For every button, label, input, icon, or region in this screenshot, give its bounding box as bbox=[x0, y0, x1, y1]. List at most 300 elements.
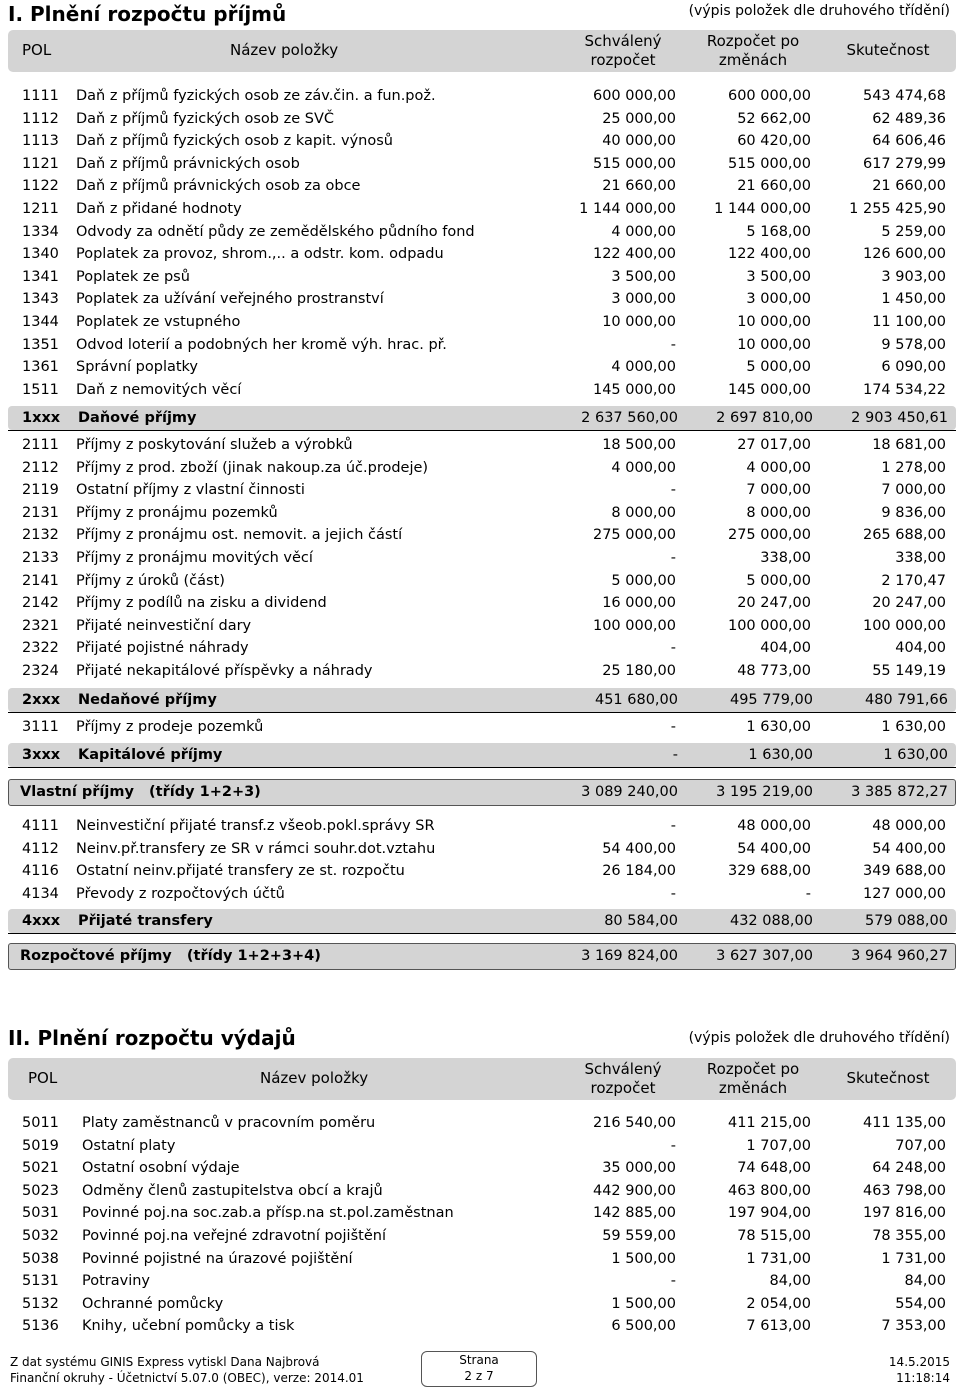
actual-value: 543 474,68 bbox=[862, 88, 946, 104]
table-row bbox=[0, 1135, 960, 1157]
own-income-total-label: Vlastní příjmy (třídy 1+2+3) bbox=[20, 784, 261, 800]
item-name: Povinné pojistné na úrazové pojištění bbox=[82, 1250, 353, 1267]
approved-value: 10 000,00 bbox=[602, 314, 676, 330]
actual-value: 7 353,00 bbox=[881, 1318, 946, 1335]
revised-value: 600 000,00 bbox=[727, 88, 811, 104]
table-row bbox=[0, 153, 960, 175]
item-name: Příjmy z prodeje pozemků bbox=[76, 719, 264, 735]
actual-value: 9 578,00 bbox=[881, 336, 946, 353]
table-row bbox=[0, 547, 960, 569]
pol-code: 2112 bbox=[22, 459, 59, 476]
table-row bbox=[0, 1315, 960, 1337]
item-name: Odměny členů zastupitelstva obcí a krajů bbox=[82, 1182, 383, 1199]
revised-value: 20 247,00 bbox=[737, 595, 811, 612]
revised-value: 27 017,00 bbox=[737, 437, 811, 453]
own-income-total bbox=[8, 780, 956, 804]
header-revised: Rozpočet po změnách bbox=[706, 32, 800, 69]
sum-row-capital-income-v3: 1 630,00 bbox=[883, 747, 948, 763]
item-name: Převody z rozpočtových účtů bbox=[76, 885, 285, 902]
revised-value: 338,00 bbox=[760, 550, 811, 566]
actual-value: 64 606,46 bbox=[872, 133, 946, 150]
revised-value: 329 688,00 bbox=[727, 863, 811, 880]
item-name: Platy zaměstnanců v pracovním poměru bbox=[82, 1115, 376, 1131]
revised-value: 60 420,00 bbox=[737, 133, 811, 150]
sum-row-capital-income-v1: - bbox=[672, 747, 678, 763]
actual-value: 1 255 425,90 bbox=[849, 201, 946, 217]
actual-value: 707,00 bbox=[895, 1137, 946, 1154]
budget-income-total-v3: 3 964 960,27 bbox=[851, 948, 948, 964]
pol-code: 1121 bbox=[22, 155, 59, 172]
table-row bbox=[0, 615, 960, 637]
pol-code: 1340 bbox=[22, 246, 59, 263]
revised-value: 275 000,00 bbox=[727, 527, 811, 544]
pol-code: 5132 bbox=[22, 1295, 59, 1312]
actual-value: 174 534,22 bbox=[862, 381, 946, 398]
approved-value: - bbox=[670, 336, 676, 353]
actual-value: 265 688,00 bbox=[862, 527, 946, 544]
actual-value: 7 000,00 bbox=[881, 482, 946, 499]
approved-value: 145 000,00 bbox=[592, 381, 676, 398]
table-row bbox=[0, 198, 960, 220]
approved-value: 442 900,00 bbox=[592, 1182, 676, 1199]
table-row bbox=[0, 570, 960, 592]
item-name: Ostatní platy bbox=[82, 1137, 176, 1154]
classification-note-2: (výpis položek dle druhového třídění) bbox=[688, 1030, 950, 1046]
item-name: Daň z příjmů fyzických osob ze záv.čin. a fun.pož. bbox=[76, 88, 436, 104]
item-name: Daň z přidané hodnoty bbox=[76, 201, 242, 217]
approved-value: 8 000,00 bbox=[611, 504, 676, 521]
actual-value: 617 279,99 bbox=[862, 155, 946, 172]
actual-value: 338,00 bbox=[895, 550, 946, 566]
actual-value: 18 681,00 bbox=[872, 437, 946, 453]
actual-value: 349 688,00 bbox=[862, 863, 946, 880]
table-row bbox=[0, 434, 960, 456]
actual-value: 20 247,00 bbox=[872, 595, 946, 612]
item-name: Příjmy z prod. zboží (jinak nakoup.za úč.prodeje) bbox=[76, 459, 429, 476]
own-income-total-v2: 3 195 219,00 bbox=[716, 784, 813, 800]
pol-code: 5136 bbox=[22, 1318, 59, 1335]
actual-value: 463 798,00 bbox=[862, 1182, 946, 1199]
table-row bbox=[0, 502, 960, 524]
approved-value: - bbox=[670, 719, 676, 735]
pol-code: 4134 bbox=[22, 885, 59, 902]
sum-row-tax-income bbox=[8, 406, 956, 430]
revised-value: 1 707,00 bbox=[746, 1137, 811, 1154]
actual-value: 3 903,00 bbox=[881, 268, 946, 285]
footer-time: 11:18:14 bbox=[896, 1371, 950, 1385]
item-name: Poplatek za provoz, shrom.,.. a odstr. kom. odpadu bbox=[76, 246, 444, 263]
budget-income-total-v1: 3 169 824,00 bbox=[581, 948, 678, 964]
pol-code: 1334 bbox=[22, 223, 59, 240]
item-name: Neinv.př.transfery ze SR v rámci souhr.dot.vztahu bbox=[76, 840, 436, 857]
item-name: Poplatek ze psů bbox=[76, 268, 190, 285]
page-number-box bbox=[421, 1351, 537, 1387]
revised-value: 48 000,00 bbox=[737, 818, 811, 834]
pol-code: 1211 bbox=[22, 201, 59, 217]
approved-value: 54 400,00 bbox=[602, 840, 676, 857]
pol-code: 5021 bbox=[22, 1160, 59, 1177]
revised-value: 122 400,00 bbox=[727, 246, 811, 263]
pol-code: 1351 bbox=[22, 336, 59, 353]
table-row bbox=[0, 883, 960, 905]
pol-code: 5031 bbox=[22, 1205, 59, 1222]
revised-value: 7 000,00 bbox=[746, 482, 811, 499]
revised-value: 7 613,00 bbox=[746, 1318, 811, 1335]
approved-value: 216 540,00 bbox=[592, 1115, 676, 1131]
item-name: Daň z příjmů fyzických osob ze SVČ bbox=[76, 110, 334, 127]
budget-income-total-v2: 3 627 307,00 bbox=[716, 948, 813, 964]
sum-row-transfers-underline bbox=[8, 933, 956, 934]
table-row bbox=[0, 660, 960, 682]
footer-date: 14.5.2015 bbox=[888, 1355, 950, 1369]
sum-row-transfers-pol: 4xxx bbox=[22, 913, 61, 929]
item-name: Ostatní osobní výdaje bbox=[82, 1160, 240, 1177]
table-header-2 bbox=[8, 1058, 956, 1100]
actual-value: 1 630,00 bbox=[881, 719, 946, 735]
page-label: Strana bbox=[459, 1353, 499, 1367]
approved-value: 3 000,00 bbox=[611, 291, 676, 308]
revised-value: 411 215,00 bbox=[727, 1115, 811, 1131]
table-row bbox=[0, 130, 960, 152]
revised-value: 145 000,00 bbox=[727, 381, 811, 398]
sum-row-capital-income-pol: 3xxx bbox=[22, 747, 61, 763]
table-row bbox=[0, 592, 960, 614]
header-actual: Skutečnost bbox=[846, 41, 930, 59]
revised-value: 3 000,00 bbox=[746, 291, 811, 308]
pol-code: 5023 bbox=[22, 1182, 59, 1199]
revised-value: 4 000,00 bbox=[746, 459, 811, 476]
revised-value: 54 400,00 bbox=[737, 840, 811, 857]
approved-value: 5 000,00 bbox=[611, 572, 676, 589]
pol-code: 1511 bbox=[22, 381, 59, 398]
revised-value: 5 000,00 bbox=[746, 359, 811, 376]
item-name: Poplatek ze vstupného bbox=[76, 314, 241, 330]
table-header bbox=[8, 30, 956, 72]
actual-value: 6 090,00 bbox=[881, 359, 946, 376]
revised-value: 100 000,00 bbox=[727, 617, 811, 634]
sum-row-capital-income-underline bbox=[8, 767, 956, 768]
actual-value: 78 355,00 bbox=[872, 1228, 946, 1244]
table-row bbox=[0, 221, 960, 243]
footer-system-version: Finanční okruhy - Účetnictví 5.07.0 (OBEC), verze: 2014.01 bbox=[10, 1371, 364, 1385]
item-name: Povinné poj.na soc.zab.a přísp.na st.pol.zaměstnan bbox=[82, 1205, 454, 1222]
revised-value: 48 773,00 bbox=[737, 663, 811, 679]
sum-row-tax-income-v2: 2 697 810,00 bbox=[716, 410, 813, 426]
item-name: Příjmy z poskytování služeb a výrobků bbox=[76, 437, 353, 453]
revised-value: 21 660,00 bbox=[737, 178, 811, 195]
actual-value: 100 000,00 bbox=[862, 617, 946, 634]
item-name: Přijaté neinvestiční dary bbox=[76, 617, 252, 634]
approved-value: 275 000,00 bbox=[592, 527, 676, 544]
item-name: Daň z příjmů právnických osob za obce bbox=[76, 178, 361, 195]
sum-row-capital-income-name: Kapitálové příjmy bbox=[78, 747, 223, 763]
actual-value: 127 000,00 bbox=[862, 885, 946, 902]
table-row bbox=[0, 108, 960, 130]
pol-code: 5038 bbox=[22, 1250, 59, 1267]
budget-income-total bbox=[8, 944, 956, 968]
actual-value: 1 278,00 bbox=[881, 459, 946, 476]
revised-value: 74 648,00 bbox=[737, 1160, 811, 1177]
approved-value: 6 500,00 bbox=[611, 1318, 676, 1335]
actual-value: 2 170,47 bbox=[881, 572, 946, 589]
approved-value: 59 559,00 bbox=[602, 1228, 676, 1244]
pol-code: 2111 bbox=[22, 437, 59, 453]
actual-value: 64 248,00 bbox=[872, 1160, 946, 1177]
table-row bbox=[0, 1180, 960, 1202]
actual-value: 404,00 bbox=[895, 640, 946, 657]
pol-code: 2322 bbox=[22, 640, 59, 657]
revised-value: 10 000,00 bbox=[737, 314, 811, 330]
footer-printed-by: Z dat systému GINIS Express vytiskl Dana Najbrová bbox=[10, 1355, 320, 1369]
table-row bbox=[0, 1225, 960, 1247]
pol-code: 2324 bbox=[22, 663, 59, 679]
table-row bbox=[0, 1202, 960, 1224]
approved-value: 35 000,00 bbox=[602, 1160, 676, 1177]
approved-value: 4 000,00 bbox=[611, 459, 676, 476]
item-name: Knihy, učební pomůcky a tisk bbox=[82, 1318, 295, 1335]
revised-value: 52 662,00 bbox=[737, 110, 811, 127]
actual-value: 5 259,00 bbox=[881, 223, 946, 240]
item-name: Ostatní příjmy z vlastní činnosti bbox=[76, 482, 305, 499]
actual-value: 84,00 bbox=[904, 1273, 946, 1290]
item-name: Odvod loterií a podobných her kromě výh. hrac. př. bbox=[76, 336, 447, 353]
item-name: Příjmy z pronájmu pozemků bbox=[76, 504, 278, 521]
actual-value: 197 816,00 bbox=[862, 1205, 946, 1222]
pol-code: 1113 bbox=[22, 133, 59, 150]
revised-value: 10 000,00 bbox=[737, 336, 811, 353]
table-row bbox=[0, 379, 960, 401]
pol-code: 5032 bbox=[22, 1228, 59, 1244]
sum-row-nontax-income-v1: 451 680,00 bbox=[594, 692, 678, 708]
own-income-total-v1: 3 089 240,00 bbox=[581, 784, 678, 800]
item-name: Potraviny bbox=[82, 1273, 151, 1290]
sum-row-nontax-income-name: Nedaňové příjmy bbox=[78, 692, 217, 708]
actual-value: 48 000,00 bbox=[872, 818, 946, 834]
actual-value: 1 450,00 bbox=[881, 291, 946, 308]
classification-note: (výpis položek dle druhového třídění) bbox=[688, 3, 950, 19]
item-name: Ostatní neinv.přijaté transfery ze st. rozpočtu bbox=[76, 863, 405, 880]
approved-value: - bbox=[670, 885, 676, 902]
actual-value: 9 836,00 bbox=[881, 504, 946, 521]
approved-value: 100 000,00 bbox=[592, 617, 676, 634]
approved-value: 515 000,00 bbox=[592, 155, 676, 172]
actual-value: 62 489,36 bbox=[872, 110, 946, 127]
sum-row-tax-income-v3: 2 903 450,61 bbox=[851, 410, 948, 426]
pol-code: 1341 bbox=[22, 268, 59, 285]
header-name: Název položky bbox=[260, 1069, 369, 1087]
pol-code: 5131 bbox=[22, 1273, 59, 1290]
item-name: Odvody za odnětí půdy ze zemědělského půdního fond bbox=[76, 223, 475, 240]
item-name: Poplatek za užívání veřejného prostranství bbox=[76, 291, 384, 308]
header-pol: POL bbox=[22, 41, 52, 59]
sum-row-nontax-income-v3: 480 791,66 bbox=[864, 692, 948, 708]
table-row bbox=[0, 838, 960, 860]
sum-row-transfers-v3: 579 088,00 bbox=[864, 913, 948, 929]
pol-code: 1112 bbox=[22, 110, 59, 127]
sum-row-transfers bbox=[8, 909, 956, 933]
table-row bbox=[0, 860, 960, 882]
actual-value: 411 135,00 bbox=[862, 1115, 946, 1131]
item-name: Přijaté pojistné náhrady bbox=[76, 640, 249, 657]
actual-value: 1 731,00 bbox=[881, 1250, 946, 1267]
approved-value: 26 184,00 bbox=[602, 863, 676, 880]
actual-value: 554,00 bbox=[895, 1295, 946, 1312]
item-name: Daň z příjmů fyzických osob z kapit. výnosů bbox=[76, 133, 393, 150]
approved-value: 1 500,00 bbox=[611, 1295, 676, 1312]
pol-code: 1122 bbox=[22, 178, 59, 195]
table-row bbox=[0, 815, 960, 837]
approved-value: - bbox=[670, 1137, 676, 1154]
pol-code: 4116 bbox=[22, 863, 59, 880]
table-row bbox=[0, 175, 960, 197]
table-row bbox=[0, 457, 960, 479]
revised-value: 2 054,00 bbox=[746, 1295, 811, 1312]
approved-value: 1 144 000,00 bbox=[579, 201, 676, 217]
pol-code: 4112 bbox=[22, 840, 59, 857]
approved-value: 142 885,00 bbox=[592, 1205, 676, 1222]
pol-code: 2133 bbox=[22, 550, 59, 566]
table-row bbox=[0, 1270, 960, 1292]
item-name: Příjmy z pronájmu movitých věcí bbox=[76, 550, 313, 566]
approved-value: - bbox=[670, 640, 676, 657]
table-row bbox=[0, 1112, 960, 1134]
pol-code: 1343 bbox=[22, 291, 59, 308]
revised-value: 463 800,00 bbox=[727, 1182, 811, 1199]
sum-row-transfers-v1: 80 584,00 bbox=[604, 913, 678, 929]
sum-row-tax-income-name: Daňové příjmy bbox=[78, 410, 197, 426]
header-pol: POL bbox=[28, 1069, 58, 1087]
approved-value: 1 500,00 bbox=[611, 1250, 676, 1267]
approved-value: 16 000,00 bbox=[602, 595, 676, 612]
actual-value: 55 149,19 bbox=[872, 663, 946, 679]
pol-code: 2142 bbox=[22, 595, 59, 612]
sum-row-tax-income-underline bbox=[8, 430, 956, 431]
revised-value: 78 515,00 bbox=[737, 1228, 811, 1244]
sum-row-nontax-income-v2: 495 779,00 bbox=[729, 692, 813, 708]
item-name: Správní poplatky bbox=[76, 359, 199, 376]
pol-code: 5019 bbox=[22, 1137, 59, 1154]
revised-value: 5 168,00 bbox=[746, 223, 811, 240]
table-row bbox=[0, 1293, 960, 1315]
revised-value: 515 000,00 bbox=[727, 155, 811, 172]
revised-value: 1 630,00 bbox=[746, 719, 811, 735]
sum-row-nontax-income bbox=[8, 688, 956, 712]
table-row bbox=[0, 1157, 960, 1179]
table-row bbox=[0, 288, 960, 310]
approved-value: 21 660,00 bbox=[602, 178, 676, 195]
header-revised: Rozpočet po změnách bbox=[706, 1060, 800, 1097]
header-approved: Schválený rozpočet bbox=[584, 32, 662, 69]
page-value: 2 z 7 bbox=[464, 1369, 494, 1383]
actual-value: 54 400,00 bbox=[872, 840, 946, 857]
approved-value: 4 000,00 bbox=[611, 359, 676, 376]
item-name: Daň z nemovitých věcí bbox=[76, 381, 242, 398]
table-row bbox=[0, 1248, 960, 1270]
table-row bbox=[0, 637, 960, 659]
revised-value: 197 904,00 bbox=[727, 1205, 811, 1222]
pol-code: 4111 bbox=[22, 818, 59, 834]
pol-code: 1361 bbox=[22, 359, 59, 376]
approved-value: 18 500,00 bbox=[602, 437, 676, 453]
revised-value: 404,00 bbox=[760, 640, 811, 657]
sum-row-nontax-income-pol: 2xxx bbox=[22, 692, 61, 708]
approved-value: 25 180,00 bbox=[602, 663, 676, 679]
own-income-total-v3: 3 385 872,27 bbox=[851, 784, 948, 800]
approved-value: 122 400,00 bbox=[592, 246, 676, 263]
pol-code: 1344 bbox=[22, 314, 59, 330]
pol-code: 1111 bbox=[22, 88, 59, 104]
revised-value: 84,00 bbox=[769, 1273, 811, 1290]
approved-value: 600 000,00 bbox=[592, 88, 676, 104]
sum-row-tax-income-pol: 1xxx bbox=[22, 410, 61, 426]
sum-row-transfers-v2: 432 088,00 bbox=[729, 913, 813, 929]
revised-value: 3 500,00 bbox=[746, 268, 811, 285]
sum-row-transfers-name: Přijaté transfery bbox=[78, 913, 213, 929]
budget-income-total-label: Rozpočtové příjmy (třídy 1+2+3+4) bbox=[20, 948, 321, 964]
section-title-income: I. Plnění rozpočtu příjmů bbox=[8, 2, 287, 26]
table-row bbox=[0, 334, 960, 356]
item-name: Daň z příjmů právnických osob bbox=[76, 155, 300, 172]
item-name: Ochranné pomůcky bbox=[82, 1295, 224, 1312]
revised-value: - bbox=[805, 885, 811, 902]
approved-value: - bbox=[670, 1273, 676, 1290]
table-row bbox=[0, 243, 960, 265]
revised-value: 5 000,00 bbox=[746, 572, 811, 589]
approved-value: 4 000,00 bbox=[611, 223, 676, 240]
sum-row-capital-income bbox=[8, 743, 956, 767]
sum-row-tax-income-v1: 2 637 560,00 bbox=[581, 410, 678, 426]
section-title-expenses: II. Plnění rozpočtu výdajů bbox=[8, 1026, 296, 1050]
approved-value: 25 000,00 bbox=[602, 110, 676, 127]
item-name: Příjmy z pronájmu ost. nemovit. a jejich částí bbox=[76, 527, 403, 544]
item-name: Přijaté nekapitálové příspěvky a náhrady bbox=[76, 663, 373, 679]
header-name: Název položky bbox=[230, 41, 339, 59]
sum-row-capital-income-v2: 1 630,00 bbox=[748, 747, 813, 763]
revised-value: 1 144 000,00 bbox=[714, 201, 811, 217]
table-row bbox=[0, 311, 960, 333]
approved-value: - bbox=[670, 550, 676, 566]
approved-value: 3 500,00 bbox=[611, 268, 676, 285]
approved-value: - bbox=[670, 482, 676, 499]
pol-code: 2321 bbox=[22, 617, 59, 634]
pol-code: 2132 bbox=[22, 527, 59, 544]
table-row bbox=[0, 524, 960, 546]
item-name: Příjmy z úroků (část) bbox=[76, 572, 225, 589]
actual-value: 126 600,00 bbox=[862, 246, 946, 263]
table-row bbox=[0, 716, 960, 738]
pol-code: 2141 bbox=[22, 572, 59, 589]
table-row bbox=[0, 85, 960, 107]
approved-value: 40 000,00 bbox=[602, 133, 676, 150]
item-name: Příjmy z podílů na zisku a dividend bbox=[76, 595, 327, 612]
approved-value: - bbox=[670, 818, 676, 834]
revised-value: 1 731,00 bbox=[746, 1250, 811, 1267]
table-row bbox=[0, 356, 960, 378]
table-row bbox=[0, 266, 960, 288]
item-name: Povinné poj.na veřejné zdravotní pojištění bbox=[82, 1228, 386, 1244]
pol-code: 2119 bbox=[22, 482, 59, 499]
pol-code: 2131 bbox=[22, 504, 59, 521]
revised-value: 8 000,00 bbox=[746, 504, 811, 521]
header-approved: Schválený rozpočet bbox=[584, 1060, 662, 1097]
pol-code: 3111 bbox=[22, 719, 59, 735]
table-row bbox=[0, 479, 960, 501]
actual-value: 11 100,00 bbox=[872, 314, 946, 330]
header-actual: Skutečnost bbox=[846, 1069, 930, 1087]
item-name: Neinvestiční přijaté transf.z všeob.pokl.správy SR bbox=[76, 818, 435, 834]
pol-code: 5011 bbox=[22, 1115, 59, 1131]
sum-row-nontax-income-underline bbox=[8, 712, 956, 713]
